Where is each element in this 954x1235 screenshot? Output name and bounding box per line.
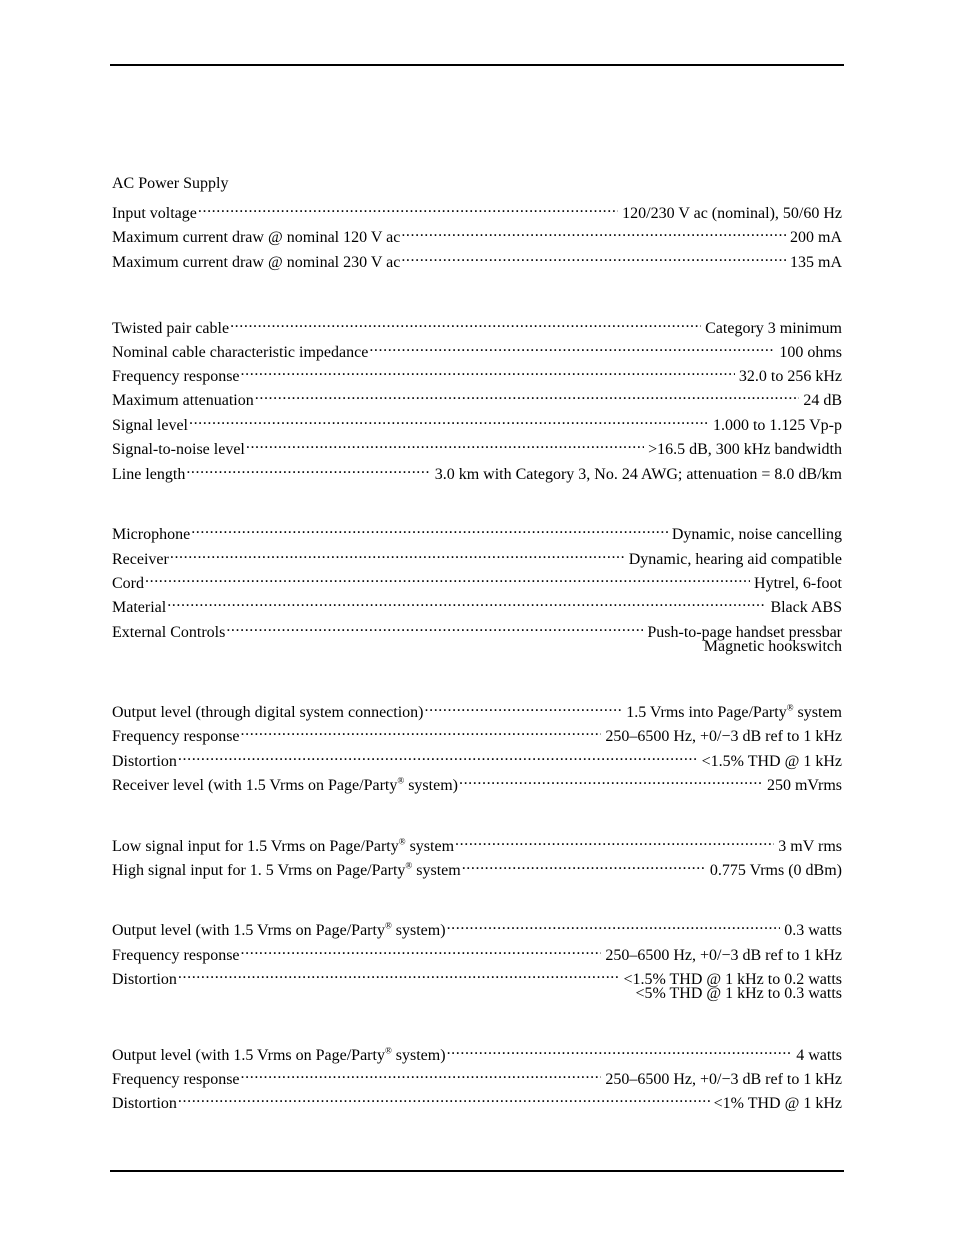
registered-mark: ® [384,920,392,931]
spec-value-continuation: Magnetic hookswitch [703,638,842,655]
spec-value: 32.0 to 256 kHz [738,368,842,385]
dot-leader [178,746,698,766]
spec-value: Black ABS [770,599,842,616]
spec-value: 200 mA [790,229,842,246]
dot-leader [241,1064,602,1084]
dot-leader [459,770,763,790]
spec-value: Dynamic, hearing aid compatible [628,551,842,568]
spec-value: 250 mVrms [766,777,842,794]
spec-row [112,313,842,339]
dot-leader [198,198,618,218]
spec-label: Input voltage [112,205,197,222]
registered-mark: ® [384,1045,392,1056]
spec-label: Frequency response [112,947,240,964]
dot-leader [246,434,644,454]
spec-value-text: system [793,704,842,721]
header-rule [110,64,844,66]
spec-label [112,776,458,796]
spec-label-text: system [405,838,455,855]
registered-mark: ® [397,775,405,786]
dot-leader [447,915,781,935]
dot-leader [241,940,602,960]
spec-value: 250–6500 Hz, +0/−3 dB ref to 1 kHz [605,728,842,745]
dot-leader [178,964,620,984]
spec-label: Distortion [112,971,177,988]
spec-value: 0.3 watts [784,922,842,939]
spec-value: 3.0 km with Category 3, No. 24 AWG; attenuation = 8.0 dB/km [434,466,842,483]
spec-value: <1% THD @ 1 kHz [713,1095,842,1112]
dot-leader [369,337,775,357]
spec-label: Maximum current draw @ nominal 230 V ac [112,254,401,271]
spec-label: Cord [112,575,144,592]
dot-leader [401,222,786,242]
spec-label: Receiver [112,551,169,568]
dot-leader [401,247,786,267]
spec-label [112,837,454,857]
spec-value: Hytrel, 6-foot [754,575,842,592]
spec-row [112,1064,842,1090]
dot-leader [186,459,430,479]
spec-row [112,1088,842,1114]
spec-label-text: High signal input for 1. 5 Vrms on Page/Party [112,862,406,879]
spec-label: Twisted pair cable [112,320,230,337]
spec-label-text: system) [404,777,458,794]
spec-value: 4 watts [796,1047,842,1064]
spec-value [626,703,842,723]
dot-leader [167,592,766,612]
dot-leader [191,519,668,539]
spec-row [112,1040,842,1066]
spec-value: 24 dB [803,392,842,409]
spec-value: <1.5% THD @ 1 kHz [701,753,842,770]
spec-row [112,746,842,772]
spec-value: 250–6500 Hz, +0/−3 dB ref to 1 kHz [605,947,842,964]
registered-mark: ® [786,702,794,713]
spec-row [112,337,842,363]
spec-row [112,721,842,747]
spec-label: Nominal cable characteristic impedance [112,344,369,361]
spec-label [112,921,446,941]
dot-leader [241,361,735,381]
spec-row [112,519,842,545]
spec-label: Frequency response [112,728,240,745]
spec-value: 250–6500 Hz, +0/−3 dB ref to 1 kHz [605,1071,842,1088]
spec-label: Frequency response [112,368,240,385]
footer-rule [110,1170,844,1172]
section-heading-ac-power-supply: AC Power Supply [112,175,229,192]
spec-row [112,385,842,411]
spec-label: Line length [112,466,186,483]
spec-value: 120/230 V ac (nominal), 50/60 Hz [622,205,842,222]
spec-label: Signal level [112,417,188,434]
spec-label-text: system [412,862,461,879]
spec-value-continuation: <5% THD @ 1 kHz to 0.3 watts [635,985,842,1002]
dot-leader [425,697,623,717]
spec-row [112,544,842,570]
spec-label: Distortion [112,753,177,770]
spec-value-text: 1.5 Vrms into Page/Party [626,704,787,721]
dot-leader [462,855,706,875]
spec-row [112,592,842,618]
spec-label-text: system) [391,922,446,939]
spec-label: Frequency response [112,1071,240,1088]
spec-row [112,459,842,485]
spec-value: Category 3 minimum [705,320,842,337]
dot-leader [189,410,709,430]
registered-mark: ® [398,836,406,847]
dot-leader [255,385,800,405]
spec-label [112,1046,446,1066]
spec-label-text: Receiver level (with 1.5 Vrms on Page/Party [112,777,398,794]
registered-mark: ® [405,860,413,871]
spec-row [112,361,842,387]
spec-label-text: Low signal input for 1.5 Vrms on Page/Party [112,838,399,855]
spec-row [112,222,842,248]
spec-label-text: Output level (with 1.5 Vrms on Page/Party [112,922,385,939]
spec-value: Dynamic, noise cancelling [671,526,842,543]
spec-value: 135 mA [790,254,842,271]
spec-label: Output level (through digital system connection) [112,704,424,721]
spec-row [112,697,842,723]
dot-leader [455,831,774,851]
spec-label: Maximum attenuation [112,392,254,409]
spec-row [112,568,842,594]
spec-row [112,247,842,273]
spec-row [112,434,842,460]
spec-value: 1.000 to 1.125 Vp-p [712,417,842,434]
spec-value: 3 mV rms [778,838,842,855]
dot-leader [178,1088,710,1108]
spec-row [112,410,842,436]
spec-label: Signal-to-noise level [112,441,245,458]
spec-label-text: system) [391,1047,446,1064]
spec-label-text: Output level (with 1.5 Vrms on Page/Party [112,1047,385,1064]
spec-row [112,940,842,966]
spec-label: Distortion [112,1095,177,1112]
spec-value: 0.775 Vrms (0 dBm) [709,862,842,879]
dot-leader [241,721,602,741]
spec-label: Material [112,599,167,616]
dot-leader [226,617,643,637]
spec-label: Microphone [112,526,191,543]
spec-row [112,770,842,796]
spec-value: >16.5 dB, 300 kHz bandwidth [648,441,842,458]
spec-label: Maximum current draw @ nominal 120 V ac [112,229,401,246]
dot-leader [447,1040,793,1060]
spec-label: External Controls [112,624,226,641]
spec-value: <1.5% THD @ 1 kHz to 0.2 watts [623,971,842,988]
dot-leader [230,313,701,333]
dot-leader [170,544,625,564]
spec-value: Push-to-page handset pressbar [647,624,842,641]
spec-label [112,861,461,881]
spec-value: 100 ohms [779,344,842,361]
spec-row [112,198,842,224]
spec-row [112,915,842,941]
dot-leader [145,568,750,588]
spec-row [112,831,842,857]
spec-row [112,855,842,881]
